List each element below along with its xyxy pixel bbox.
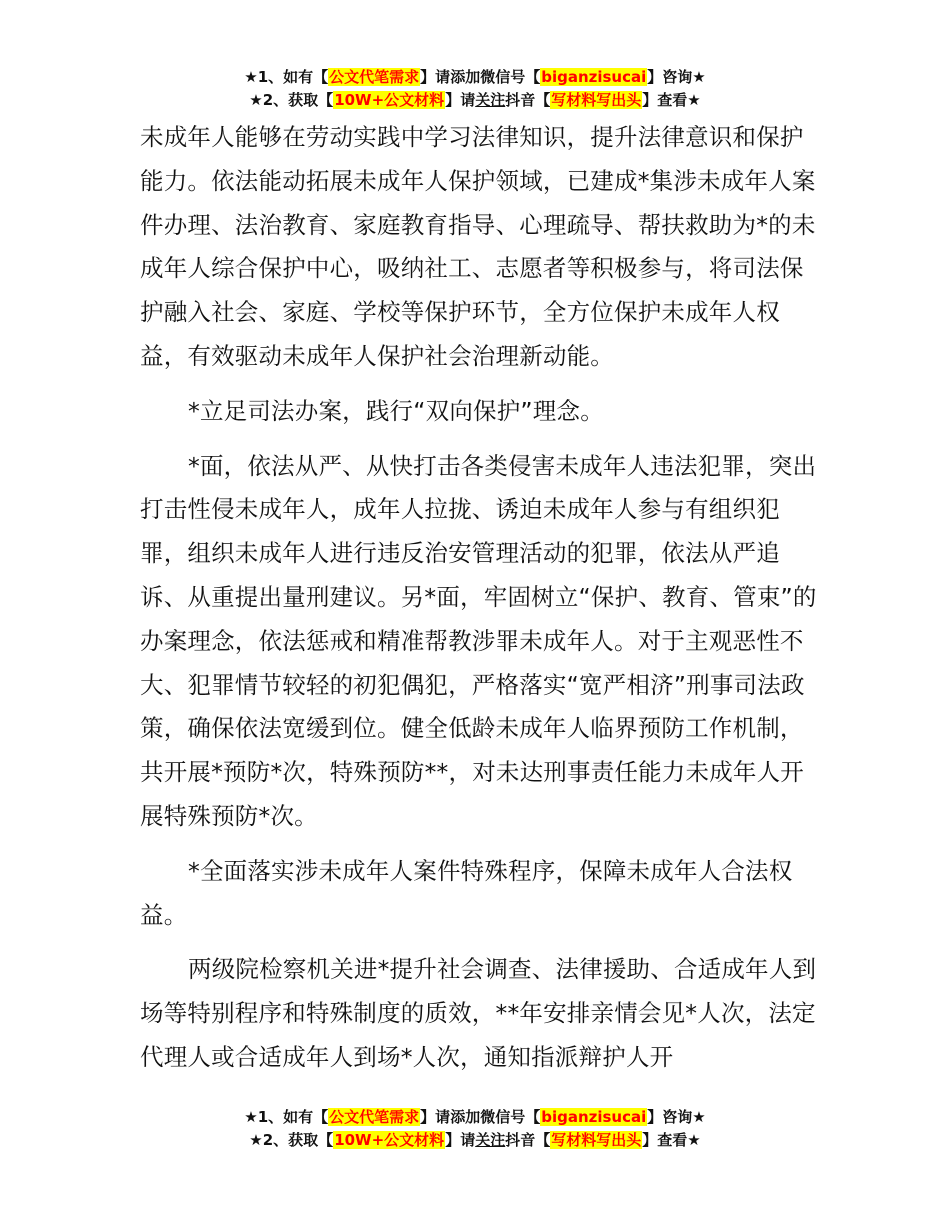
banner-highlight: 10W+公文材料	[334, 91, 445, 109]
banner-text: 】请	[420, 1108, 451, 1126]
banner-text: 抖音【	[505, 1131, 551, 1149]
footer-banner	[0, 1106, 950, 1152]
banner-emphasis: 添加	[450, 1108, 481, 1126]
banner-emphasis: 添加	[450, 68, 481, 86]
banner-line-1	[0, 66, 950, 89]
banner-text: 】咨询★	[647, 1108, 706, 1126]
banner-highlight: 公文代笔需求	[329, 1108, 420, 1126]
banner-text: ★1、如有【	[244, 68, 329, 86]
banner-highlight: 10W+公文材料	[334, 1131, 445, 1149]
banner-text: 抖音【	[505, 91, 551, 109]
banner-text: ★1、如有【	[244, 1108, 329, 1126]
banner-text: 】查看★	[642, 91, 701, 109]
banner-text: 】咨询★	[647, 68, 706, 86]
header-banner	[0, 66, 950, 112]
banner-text: 】请	[445, 91, 476, 109]
banner-line-1	[0, 1106, 950, 1129]
paragraph-heading: *立足司法办案，践行“双向保护”理念。	[188, 396, 604, 425]
banner-line-2	[0, 1129, 950, 1152]
paragraph: 两级院检察机关进*提升社会调查、法律援助、合适成年人到场等特别程序和特殊制度的质效，**年安排亲情会见*人次，法定代理人或合适成年人到场*人次，通知指派辩护人开	[140, 955, 817, 1071]
banner-text: 】请	[420, 68, 451, 86]
paragraph-heading: *全面落实涉未成年人案件特殊程序，保障未成年人合法权益。	[140, 856, 793, 929]
paragraph: *面，依法从严、从快打击各类侵害未成年人违法犯罪，突出打击性侵未成年人，成年人拉拢、诱迫未成年人参与有组织犯罪，组织未成年人进行违反治安管理活动的犯罪，依法从严追诉、从重提出量刑建议。另*面，牢固树立“保护、教育、管束”的办案理念，依法惩戒和精准帮教涉罪未成年人。对于主观恶性不大、犯罪情节较轻的初犯偶犯，严格落实“宽严相济”刑事司法政策，确保依法宽缓到位。健全低龄未成年人临界预防工作机制，共开展*预防*次，特殊预防**，对未达刑事责任能力未成年人开展特殊预防*次。	[140, 451, 817, 830]
document-body	[140, 116, 822, 1091]
banner-highlight: 写材料写出头	[551, 1131, 642, 1149]
banner-text: 微信号【	[480, 68, 541, 86]
paragraph: 未成年人能够在劳动实践中学习法律知识，提升法律意识和保护能力。依法能动拓展未成年人保护领域，已建成*集涉未成年人案件办理、法治教育、家庭教育指导、心理疏导、帮扶救助为*的未成年人综合保护中心，吸纳社工、志愿者等积极参与，将司法保护融入社会、家庭、学校等保护环节，全方位保护未成年人权益，有效驱动未成年人保护社会治理新动能。	[140, 123, 816, 370]
banner-emphasis: 关注	[475, 91, 506, 109]
banner-highlight: biganzisucai	[541, 1108, 647, 1126]
banner-text: ★2、获取【	[249, 91, 334, 109]
banner-text: 微信号【	[480, 1108, 541, 1126]
banner-highlight: 公文代笔需求	[329, 68, 420, 86]
banner-text: 】查看★	[642, 1131, 701, 1149]
banner-text: 】请	[445, 1131, 476, 1149]
banner-highlight: biganzisucai	[541, 68, 647, 86]
banner-emphasis: 关注	[475, 1131, 506, 1149]
banner-line-2	[0, 89, 950, 112]
banner-text: ★2、获取【	[249, 1131, 334, 1149]
banner-highlight: 写材料写出头	[551, 91, 642, 109]
